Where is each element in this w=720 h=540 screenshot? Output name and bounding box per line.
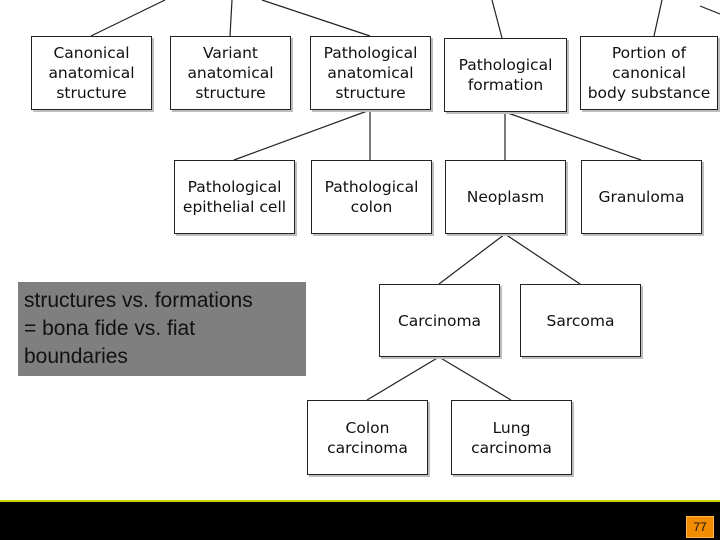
node-pathological-colon: Pathological colon [311,160,432,234]
node-variant-anatomical-structure: Variant anatomical structure [170,36,291,110]
node-pathological-anatomical-structure: Pathological anatomical structure [310,36,431,110]
node-pathological-formation: Pathological formation [444,38,567,112]
page-number-badge: 77 [686,516,714,538]
node-carcinoma: Carcinoma [379,284,500,357]
node-portion-of-canonical-body-substance: Portion of canonical body substance [580,36,718,110]
node-sarcoma: Sarcoma [520,284,641,357]
annotation-note: structures vs. formations = bona fide vs. fiat boundaries [18,282,306,376]
node-neoplasm: Neoplasm [445,160,566,234]
node-pathological-epithelial-cell: Pathological epithelial cell [174,160,295,234]
footer-bar [0,500,720,540]
node-colon-carcinoma: Colon carcinoma [307,400,428,475]
node-canonical-anatomical-structure: Canonical anatomical structure [31,36,152,110]
node-granuloma: Granuloma [581,160,702,234]
node-lung-carcinoma: Lung carcinoma [451,400,572,475]
